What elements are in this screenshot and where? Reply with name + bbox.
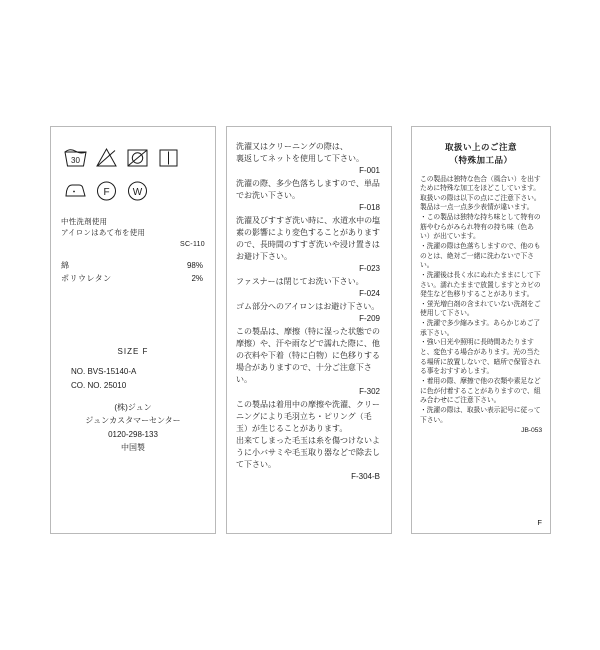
svg-text:30: 30 — [71, 156, 80, 165]
brand-block — [61, 401, 205, 455]
notice-bullet: ・洗濯で多少縮みます。あらかじめご了承下さい。 — [420, 320, 540, 337]
notice-bullet: ・着用の際、摩擦で他の衣類や素足などに色が付着することがありますので、組み合わせにご注意下さい。 — [420, 377, 541, 405]
notice-lead: 取扱いの際は以下の点にご注意下さい。製品は一点一点多少表情が違います。 — [420, 194, 541, 212]
dryclean-f-icon — [94, 178, 119, 203]
no-bleach-icon — [94, 145, 119, 170]
company-number: CO. NO. 25010 — [71, 380, 127, 390]
instruction-code: F-023 — [359, 264, 380, 273]
instruction-code: F-302 — [359, 387, 380, 396]
instruction-code: F-209 — [359, 314, 380, 323]
notice-body — [420, 175, 542, 436]
fiber-value: 2% — [191, 273, 203, 283]
instruction-text: 出来てしまった毛玉は糸を傷つけないように小バサミや毛玉取り器などで除去して下さい。 — [236, 436, 380, 469]
care-note — [61, 217, 205, 239]
notice-intro: この製品は独特な色合（風合い）を出すために特殊な加工をほどこしています。 — [420, 175, 541, 193]
origin-country: 中国製 — [121, 443, 145, 453]
svg-text:F: F — [103, 187, 110, 198]
iron-low-icon — [63, 178, 88, 203]
fiber-value: 98% — [186, 260, 203, 270]
instruction-code: F-001 — [359, 166, 380, 175]
instruction-code: F-018 — [359, 203, 380, 212]
notice-bullet: ・蛍光増白剤の含まれていない洗剤をご使用して下さい。 — [420, 300, 541, 318]
size-label: SIZE F — [117, 347, 149, 357]
instruction-text: この製品は、摩擦（特に湿った状態での摩擦）や、汗や雨などで濡れた際に、他の衣料や下着（特に白物）に色移りする場合がありますので、十分ご注意下さい。 — [236, 327, 380, 384]
notice-panel — [411, 126, 551, 534]
instruction-text: ファスナーは閉じてお洗い下さい。 — [236, 277, 364, 286]
no-tumble-dry-icon — [125, 145, 150, 170]
instruction-code: F-024 — [359, 289, 380, 298]
instruction-text: 洗濯及びすすぎ洗い時に、水道水中の塩素の影響により変色することがありますので、長時間のすすぎ洗いや浸け置きはお避け下さい。 — [236, 216, 381, 261]
notice-title-line-2: （特殊加工品） — [449, 154, 513, 165]
svg-text:W: W — [132, 187, 143, 198]
fiber-row — [61, 273, 205, 286]
product-number: NO. BVS-15140-A — [71, 367, 137, 377]
instruction-text: 洗濯の際、多少色落ちしますので、単品でお洗い下さい。 — [236, 179, 380, 200]
customer-center: ジュンカスタマーセンター — [85, 416, 181, 426]
notice-bullet: ・強い日光や照明に長時間あたりますと、変色する場合があります。光の当たる場所に放置しないで、暗所で保管される事をおすすめします。 — [420, 339, 541, 376]
product-meta — [61, 365, 205, 392]
drip-dry-icon — [156, 145, 181, 170]
fiber-name: 綿 — [61, 260, 70, 270]
instruction-text: ゴム部分へのアイロンはお避け下さい。 — [236, 302, 380, 311]
care-symbol-row-top — [63, 145, 205, 170]
instruction-text: 洗濯又はクリーニングの際は、 — [236, 142, 348, 151]
notice-code: JB-053 — [521, 427, 542, 435]
care-symbol-row-bottom — [63, 178, 205, 203]
care-note-line-2: アイロンはあて布を使用 — [61, 227, 146, 237]
instruction-code: F-304-B — [351, 472, 380, 481]
notice-bullet: ・洗濯後は長く水にぬれたままにして下さい。濡れたままで放置しますとカビの発生など色移りすることがあります。 — [420, 271, 541, 299]
care-note-line-1: 中性洗剤使用 — [61, 217, 108, 226]
fiber-name: ポリウレタン — [61, 273, 112, 283]
size-block — [61, 345, 205, 359]
notice-title-line-1: 取扱い上のご注意 — [444, 142, 517, 152]
notice-bullet: ・洗濯の際は色落ちしますので、他のものとは、絶対ご一緒に洗わないで下さい。 — [420, 242, 541, 270]
instructions-panel — [226, 126, 392, 534]
notice-bullet: ・洗濯の際は、取扱い表示記号に従って下さい。 — [420, 406, 541, 424]
notice-title — [420, 141, 542, 167]
company-name: (株)ジュン — [114, 402, 152, 412]
fiber-composition — [61, 260, 205, 286]
notice-bullet: ・この製品は独特な持ち味として特有の筋やむらがみられ特有の持ち味（色あい）が出ています。 — [420, 214, 541, 241]
panel-letter: F — [537, 518, 542, 527]
fiber-row — [61, 260, 205, 273]
customer-phone: 0120-298-133 — [108, 429, 158, 439]
instruction-text: 裏返してネットを使用して下さい。 — [236, 154, 364, 163]
instruction-text: この製品は着用中の摩擦や洗濯、クリーニングにより毛羽立ち・ピリング（毛玉）が生じることがあります。 — [236, 400, 380, 433]
wash-30-icon — [63, 145, 88, 170]
wetclean-w-icon — [125, 178, 150, 203]
sc-code: SC-110 — [179, 240, 205, 248]
care-symbols-panel — [50, 126, 216, 534]
